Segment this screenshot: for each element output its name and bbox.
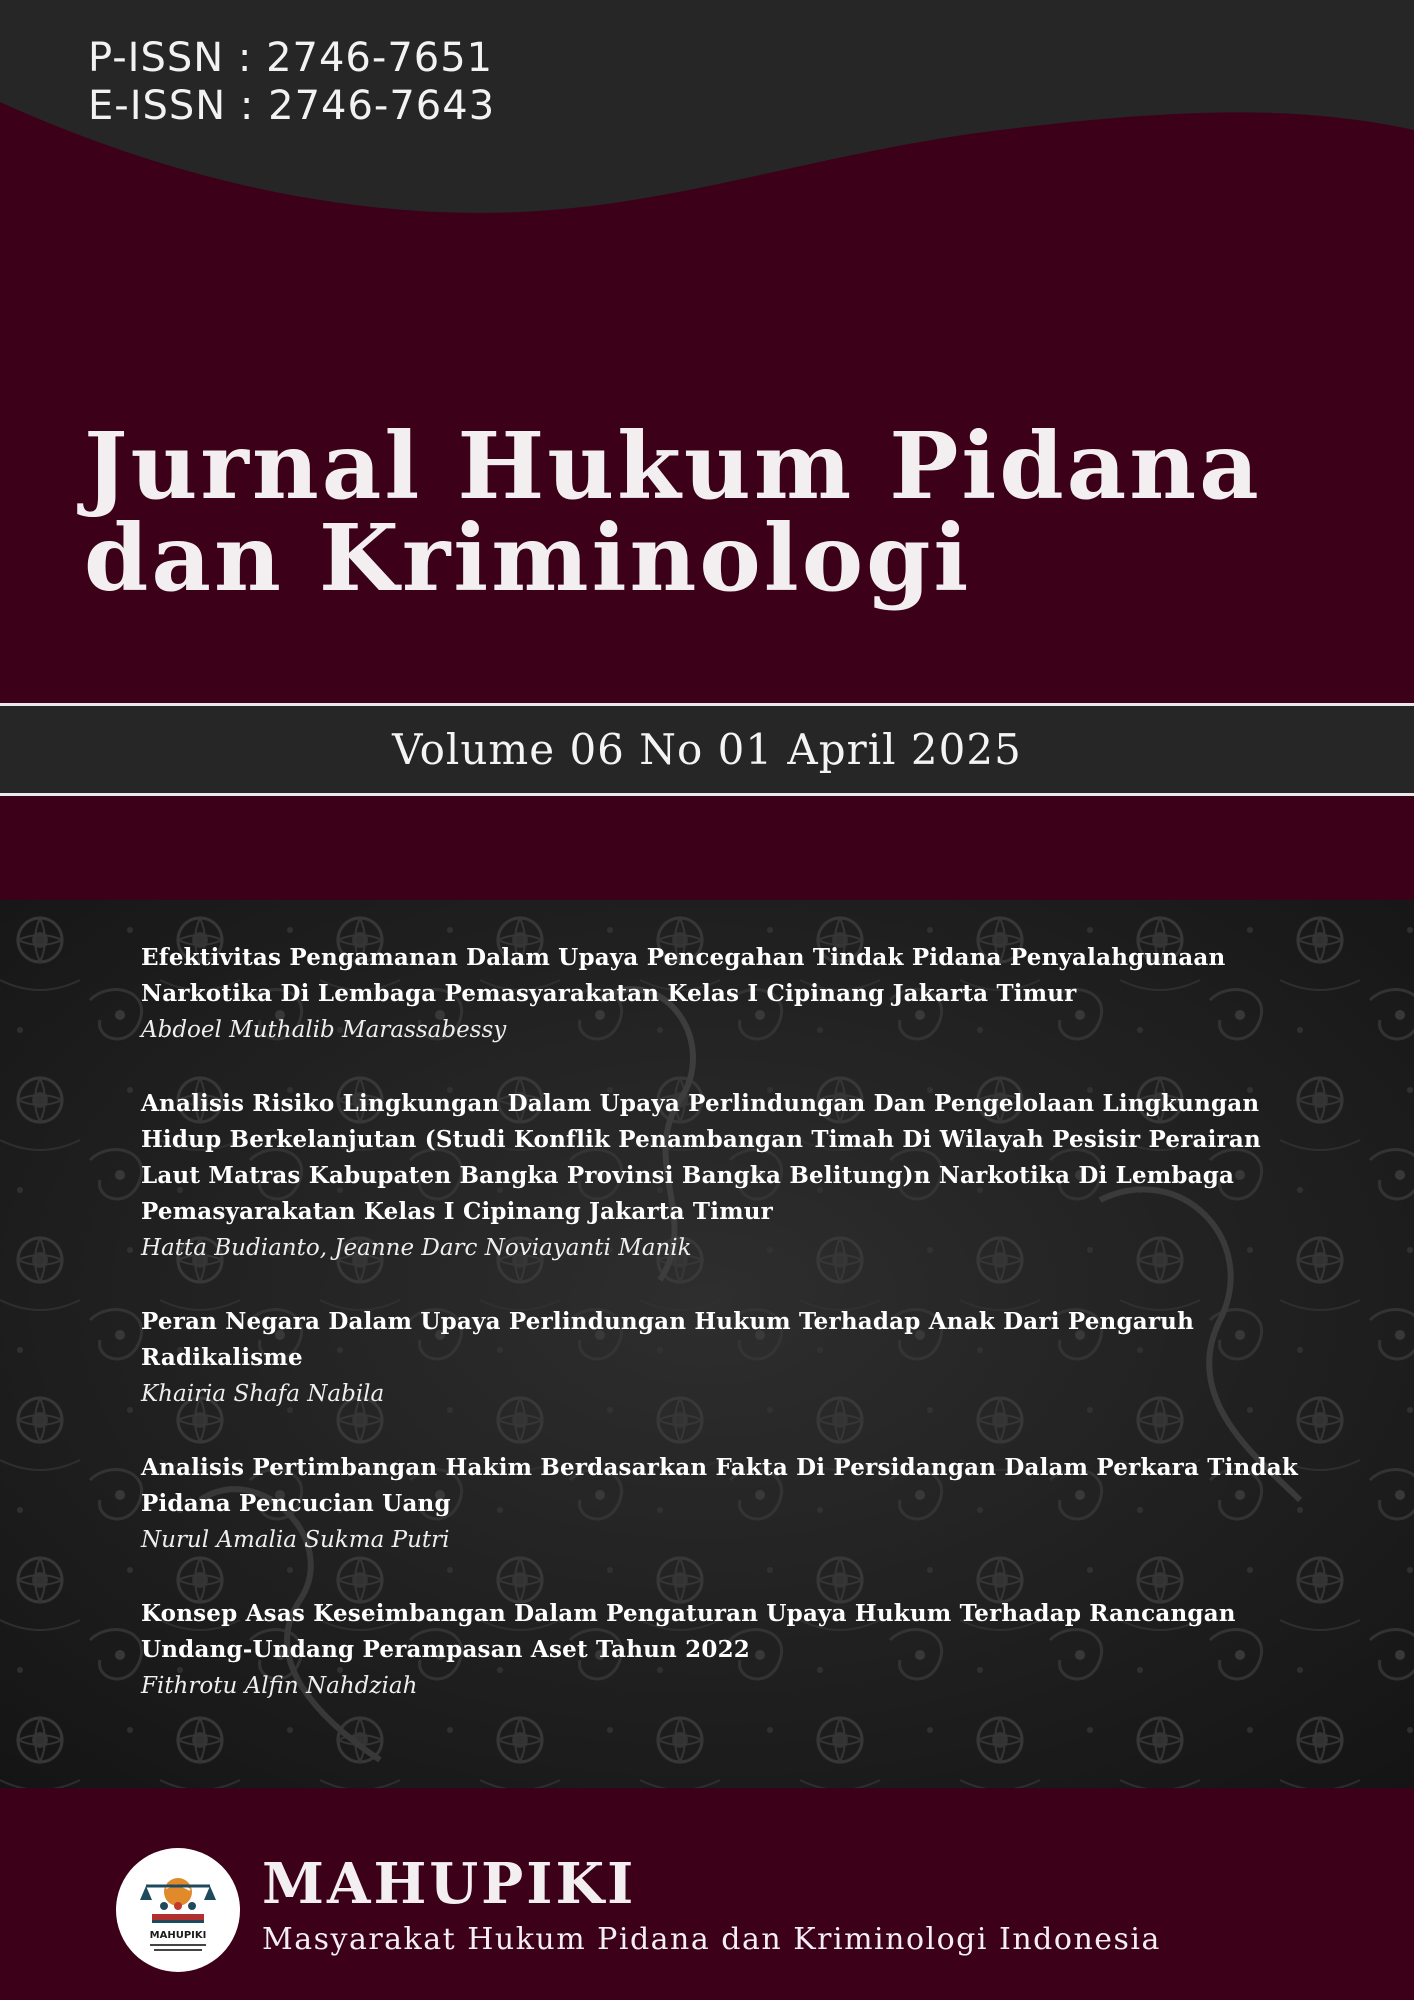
p-issn: P-ISSN : 2746-7651 [88, 35, 494, 81]
article-item[interactable] [141, 1304, 1301, 1412]
journal-title-line2: dan Kriminologi [84, 504, 972, 612]
mahupiki-logo [116, 1848, 240, 1972]
article-title[interactable]: Analisis Risiko Lingkungan Dalam Upaya Perlindungan Dan Pengelolaan Lingkungan Hidup Berkelanjutan (Studi Konflik Penambangan Timah Di Wilayah Pesisir Perairan Laut Matras Kabupaten Bangka Provinsi Bangka Belitung)n Narkotika Di Lembaga Pemasyarakatan Kelas I Cipinang Jakarta Timur [141, 1090, 1261, 1225]
e-issn: E-ISSN : 2746-7643 [88, 83, 496, 129]
article-title[interactable]: Efektivitas Pengamanan Dalam Upaya Pencegahan Tindak Pidana Penyalahgunaan Narkotika Di Lembaga Pemasyarakatan Kelas I Cipinang Jakarta Timur [141, 944, 1226, 1007]
article-title[interactable]: Konsep Asas Keseimbangan Dalam Pengaturan Upaya Hukum Terhadap Rancangan Undang-Undang Perampasan Aset Tahun 2022 [141, 1600, 1236, 1663]
volume-label: Volume 06 No 01 April 2025 [392, 725, 1022, 774]
article-author: Fithrotu Alfin Nahdziah [141, 1673, 418, 1699]
article-item[interactable] [141, 940, 1301, 1048]
article-title[interactable]: Analisis Pertimbangan Hakim Berdasarkan Fakta Di Persidangan Dalam Perkara Tindak Pidana Pencucian Uang [141, 1454, 1298, 1517]
article-author: Hatta Budianto, Jeanne Darc Noviayanti Manik [141, 1235, 692, 1261]
publisher-full-name: Masyarakat Hukum Pidana dan Kriminologi Indonesia [262, 1922, 1161, 1957]
article-author: Nurul Amalia Sukma Putri [141, 1527, 450, 1553]
article-title[interactable]: Peran Negara Dalam Upaya Perlindungan Hukum Terhadap Anak Dari Pengaruh Radikalisme [141, 1308, 1195, 1371]
journal-title-line1: Jurnal Hukum Pidana [84, 412, 1262, 520]
article-author: Abdoel Muthalib Marassabessy [141, 1017, 507, 1043]
table-of-contents [0, 900, 1414, 1788]
logo-label: MAHUPIKI [149, 1930, 207, 1941]
publisher-name: MAHUPIKI [262, 1851, 637, 1917]
issn-block [88, 34, 495, 130]
publisher-footer [0, 1788, 1414, 2000]
article-author: Khairia Shafa Nabila [141, 1381, 385, 1407]
volume-band [0, 703, 1414, 796]
globe-scales-icon [116, 1848, 240, 1972]
journal-title [84, 412, 1384, 612]
article-list [141, 940, 1301, 1742]
article-item[interactable] [141, 1596, 1301, 1704]
article-item[interactable] [141, 1450, 1301, 1558]
article-item[interactable] [141, 1086, 1301, 1266]
